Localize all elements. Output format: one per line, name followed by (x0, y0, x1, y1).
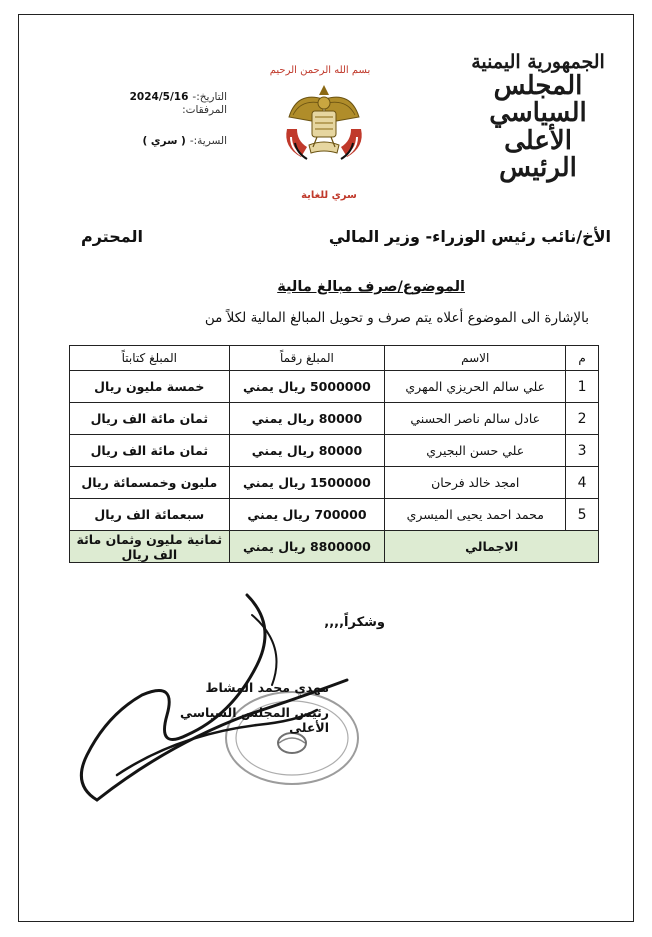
row-name: علي سالم الحريزي المهري (385, 371, 566, 403)
row-name: عادل سالم ناصر الحسني (385, 403, 566, 435)
row-no: 4 (566, 467, 599, 499)
confidentiality-label: السرية:- (189, 135, 227, 148)
header-amount-numeric: المبلغ رقماً (229, 346, 385, 371)
row-amount-numeric: 80000 ريال يمني (229, 403, 385, 435)
basmala: بسم الله الرحمن الرحيم (269, 65, 371, 76)
table-row (70, 435, 599, 467)
letterhead-president: الرئيس (499, 152, 577, 183)
row-no: 2 (566, 403, 599, 435)
total-label: الاجمالي (385, 531, 599, 563)
letterhead (463, 53, 613, 182)
row-no: 3 (566, 435, 599, 467)
letterhead-country: الجمهورية اليمنية (471, 51, 605, 73)
date-row (77, 91, 227, 104)
document-meta (77, 91, 227, 148)
row-amount-numeric: 700000 ريال يمني (229, 499, 385, 531)
row-amount-words: مليون وخمسمائة ريال (70, 467, 230, 499)
row-amount-words: ثمان مائة الف ريال (70, 403, 230, 435)
row-amount-words: سبعمائة الف ريال (70, 499, 230, 531)
row-name: علي حسن البجيري (385, 435, 566, 467)
handwritten-signature-icon (47, 585, 377, 825)
table-total-row (70, 531, 599, 563)
intro-paragraph: بالإشارة الى الموضوع أعلاه يتم صرف و تحويل المبالغ المالية لكلاً من (204, 310, 589, 326)
table-row (70, 499, 599, 531)
date-value: 2024/5/16 (129, 91, 189, 103)
signatory-title: رئيس المجلس السياسي الأعلى (180, 705, 329, 735)
closing-thanks: وشكراً,,,, (324, 615, 385, 630)
row-name: امجد خالد فرحان (385, 467, 566, 499)
row-amount-numeric: 1500000 ريال يمني (229, 467, 385, 499)
header-no: م (566, 346, 599, 371)
confidentiality-row (77, 135, 227, 148)
row-name: محمد احمد يحيى الميسري (385, 499, 566, 531)
subject-line: الموضوع/صرف مبالغ مالية (277, 279, 465, 295)
row-amount-words: ثمان مائة الف ريال (70, 435, 230, 467)
table-header-row (70, 346, 599, 371)
table-row (70, 467, 599, 499)
attachments-row (77, 104, 227, 117)
date-label: التاريخ:- (192, 91, 227, 103)
attachments-label: المرفقات: (182, 104, 227, 117)
table-row (70, 371, 599, 403)
letterhead-council: المجلس السياسي الأعلى (489, 70, 587, 156)
row-amount-numeric: 80000 ريال يمني (229, 435, 385, 467)
signatory-name: مهدي محمد المشاط (205, 680, 329, 695)
header-amount-words: المبلغ كتابتاً (70, 346, 230, 371)
confidentiality-value: ( سري ) (142, 135, 186, 148)
row-no: 5 (566, 499, 599, 531)
addressee: الأخ/نائب رئيس الوزراء- وزير المالي (328, 227, 611, 246)
payments-table (69, 345, 599, 563)
total-amount-words: ثمانية مليون وثمان مائة الف ريال (70, 531, 230, 563)
eagle-emblem-icon (279, 77, 369, 169)
letter-page (18, 14, 634, 922)
header-name: الاسم (385, 346, 566, 371)
salutation: المحترم (81, 227, 143, 246)
total-amount-numeric: 8800000 ريال يمني (229, 531, 385, 563)
row-amount-numeric: 5000000 ريال يمني (229, 371, 385, 403)
classification-label: سري للغاية (301, 190, 357, 201)
table-row (70, 403, 599, 435)
row-amount-words: خمسة مليون ريال (70, 371, 230, 403)
row-no: 1 (566, 371, 599, 403)
